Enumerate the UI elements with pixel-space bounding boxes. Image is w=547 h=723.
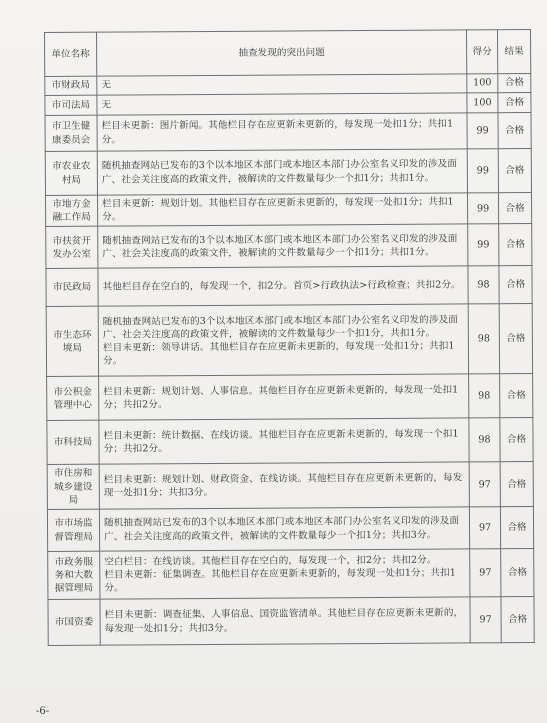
score-cell: 100 [467,93,498,113]
score-cell: 97 [470,597,501,643]
unit-name-cell: 市司法局 [45,95,97,115]
unit-name-cell: 市住房和城乡建设局 [47,465,99,510]
issue-text: 栏目未更新：图片新闻。其他栏目存在应更新未更新的，每发现一处扣1分；共扣1分。 [101,118,454,146]
issue-cell [100,597,470,645]
table-body [45,74,534,646]
score-cell: 97 [470,549,501,597]
table-row [46,304,532,377]
result-cell: 合格 [498,74,531,93]
result-cell: 合格 [498,149,531,193]
issue-text: 栏目未更新：规划计划、人事信息。其他栏目存在应更新未更新的，每发现一处扣1分；共扣2分。 [103,384,459,411]
issue-cell [98,224,468,268]
unit-name-cell: 市国资委 [48,599,100,645]
unit-name-cell: 市卫生健康委员会 [45,115,97,151]
table-row [48,549,534,600]
issue-cell [98,266,468,306]
table-row [47,507,533,552]
audit-results-table [44,29,535,646]
issue-cell [99,462,469,509]
score-cell: 100 [467,74,498,93]
issue-cell [99,374,469,420]
table-row [45,193,531,227]
unit-name-cell: 市生态环境局 [46,307,98,377]
page-number: -6- [36,706,50,717]
table-header-row [45,30,531,77]
table-row [47,462,533,510]
unit-name-cell: 市政务服务和大数据管理局 [48,551,100,599]
issue-cell [98,304,468,376]
unit-name-cell: 市科技局 [47,421,99,465]
header-score: 得分 [466,30,497,74]
result-cell: 合格 [498,113,531,149]
result-cell: 合格 [499,304,532,374]
score-cell: 98 [469,374,500,418]
issue-cell [97,113,467,151]
issue-text: 随机抽查网站已发布的3个以本地区本部门或本地区本部门办公室名义印发的涉及面广、社会关注度高的政策文件，被解读的文件数量每少一个扣1分；共扣1分。 [101,158,458,186]
issue-text: 栏目未更新：领导讲话。其他栏目存在应更新未更新的，每发现一处扣1分；共扣1分。 [102,340,455,367]
unit-name-cell: 市地方金融工作局 [45,195,97,227]
result-cell: 合格 [500,374,533,418]
issue-cell [99,507,469,551]
table-row [46,224,532,269]
table-row [45,113,531,152]
score-cell: 97 [469,507,500,549]
issue-cell [97,193,467,227]
result-cell: 合格 [498,93,531,113]
result-cell: 合格 [500,418,533,462]
header-issue: 抽查发现的突出问题 [97,30,467,76]
issue-text: 空白栏目：在线访谈。其他栏目存在空白的，每发现一个，扣2分；共扣2分。 [104,554,437,568]
score-cell: 98 [469,418,500,462]
unit-name-cell: 市财政局 [45,76,97,95]
result-cell: 合格 [500,507,533,549]
table-row [45,149,531,196]
result-cell: 合格 [498,193,531,225]
issue-cell [97,93,467,115]
result-cell: 合格 [501,549,534,597]
issue-text: 随机抽查网站已发布的3个以本地区本部门或本地区本部门办公室名义印发的涉及面广、社会关注度高的政策文件，被解读的文件数量每少一个扣1分；共扣3分。 [103,515,460,543]
table-row [47,374,533,421]
score-cell: 98 [468,304,499,374]
unit-name-cell: 市民政局 [46,269,98,307]
issue-text: 栏目未更新：规划计划。其他栏目存在应更新未更新的，每发现一处扣1分；共扣1分。 [102,196,454,223]
header-result: 结果 [497,30,530,74]
issue-text: 栏目未更新：调查征集、人事信息、国资监管清单。其他栏目存在应更新未更新的，每发现一处扣1分；共扣3分。 [104,607,464,635]
score-cell: 99 [467,193,498,225]
result-cell: 合格 [499,266,532,304]
issue-text: 随机抽查网站已发布的3个以本地区本部门或本地区本部门办公室名义印发的涉及面广、社会关注度高的政策文件，被解读的文件数量每少一个扣1分，共扣1分。 [102,313,458,341]
result-cell: 合格 [500,462,533,507]
issue-cell [100,549,470,599]
issue-text: 栏目未更新：征集调查。其他栏目存在应更新未更新的，每发现一处扣1分；共扣1分。 [104,567,457,594]
issue-text: 栏目未更新：规划计划、财政资金、在线访谈。其他栏目存在应更新未更新的，每发现一处扣1分；共扣3分。 [103,472,463,499]
score-cell: 99 [467,113,498,149]
table-row [48,597,534,646]
issue-text: 无 [101,79,112,92]
issue-text: 无 [101,99,112,111]
score-cell: 99 [468,224,499,266]
issue-cell [97,74,467,95]
result-cell: 合格 [501,597,534,643]
issue-text: 其他栏目存在空白的，每发现一个，扣2分。首页>行政执法>行政检查；共扣2分。 [102,279,461,293]
header-unit: 单位名称 [45,32,97,76]
issue-cell [97,149,467,195]
issue-cell [99,418,469,464]
unit-name-cell: 市公积金管理中心 [47,377,99,421]
result-cell: 合格 [499,224,532,266]
table-row [47,418,533,465]
unit-name-cell: 市扶贫开发办公室 [46,227,98,269]
issue-text: 栏目未更新：统计数据、在线访谈。其他栏目存在应更新未更新的，每发现一个扣1分；共扣2分。 [103,428,459,455]
unit-name-cell: 市市场监督管理局 [47,509,99,551]
score-cell: 98 [468,266,499,304]
score-cell: 99 [467,149,498,193]
unit-name-cell: 市农业农村局 [45,151,97,195]
issue-text: 随机抽查网站已发布的3个以本地区本部门或本地区本部门办公室名义印发的涉及面广、社会关注度高的政策文件，被解读的文件数量每少一个扣1分；共扣1分。 [102,233,458,260]
score-cell: 97 [469,462,500,507]
table-row [46,266,532,307]
